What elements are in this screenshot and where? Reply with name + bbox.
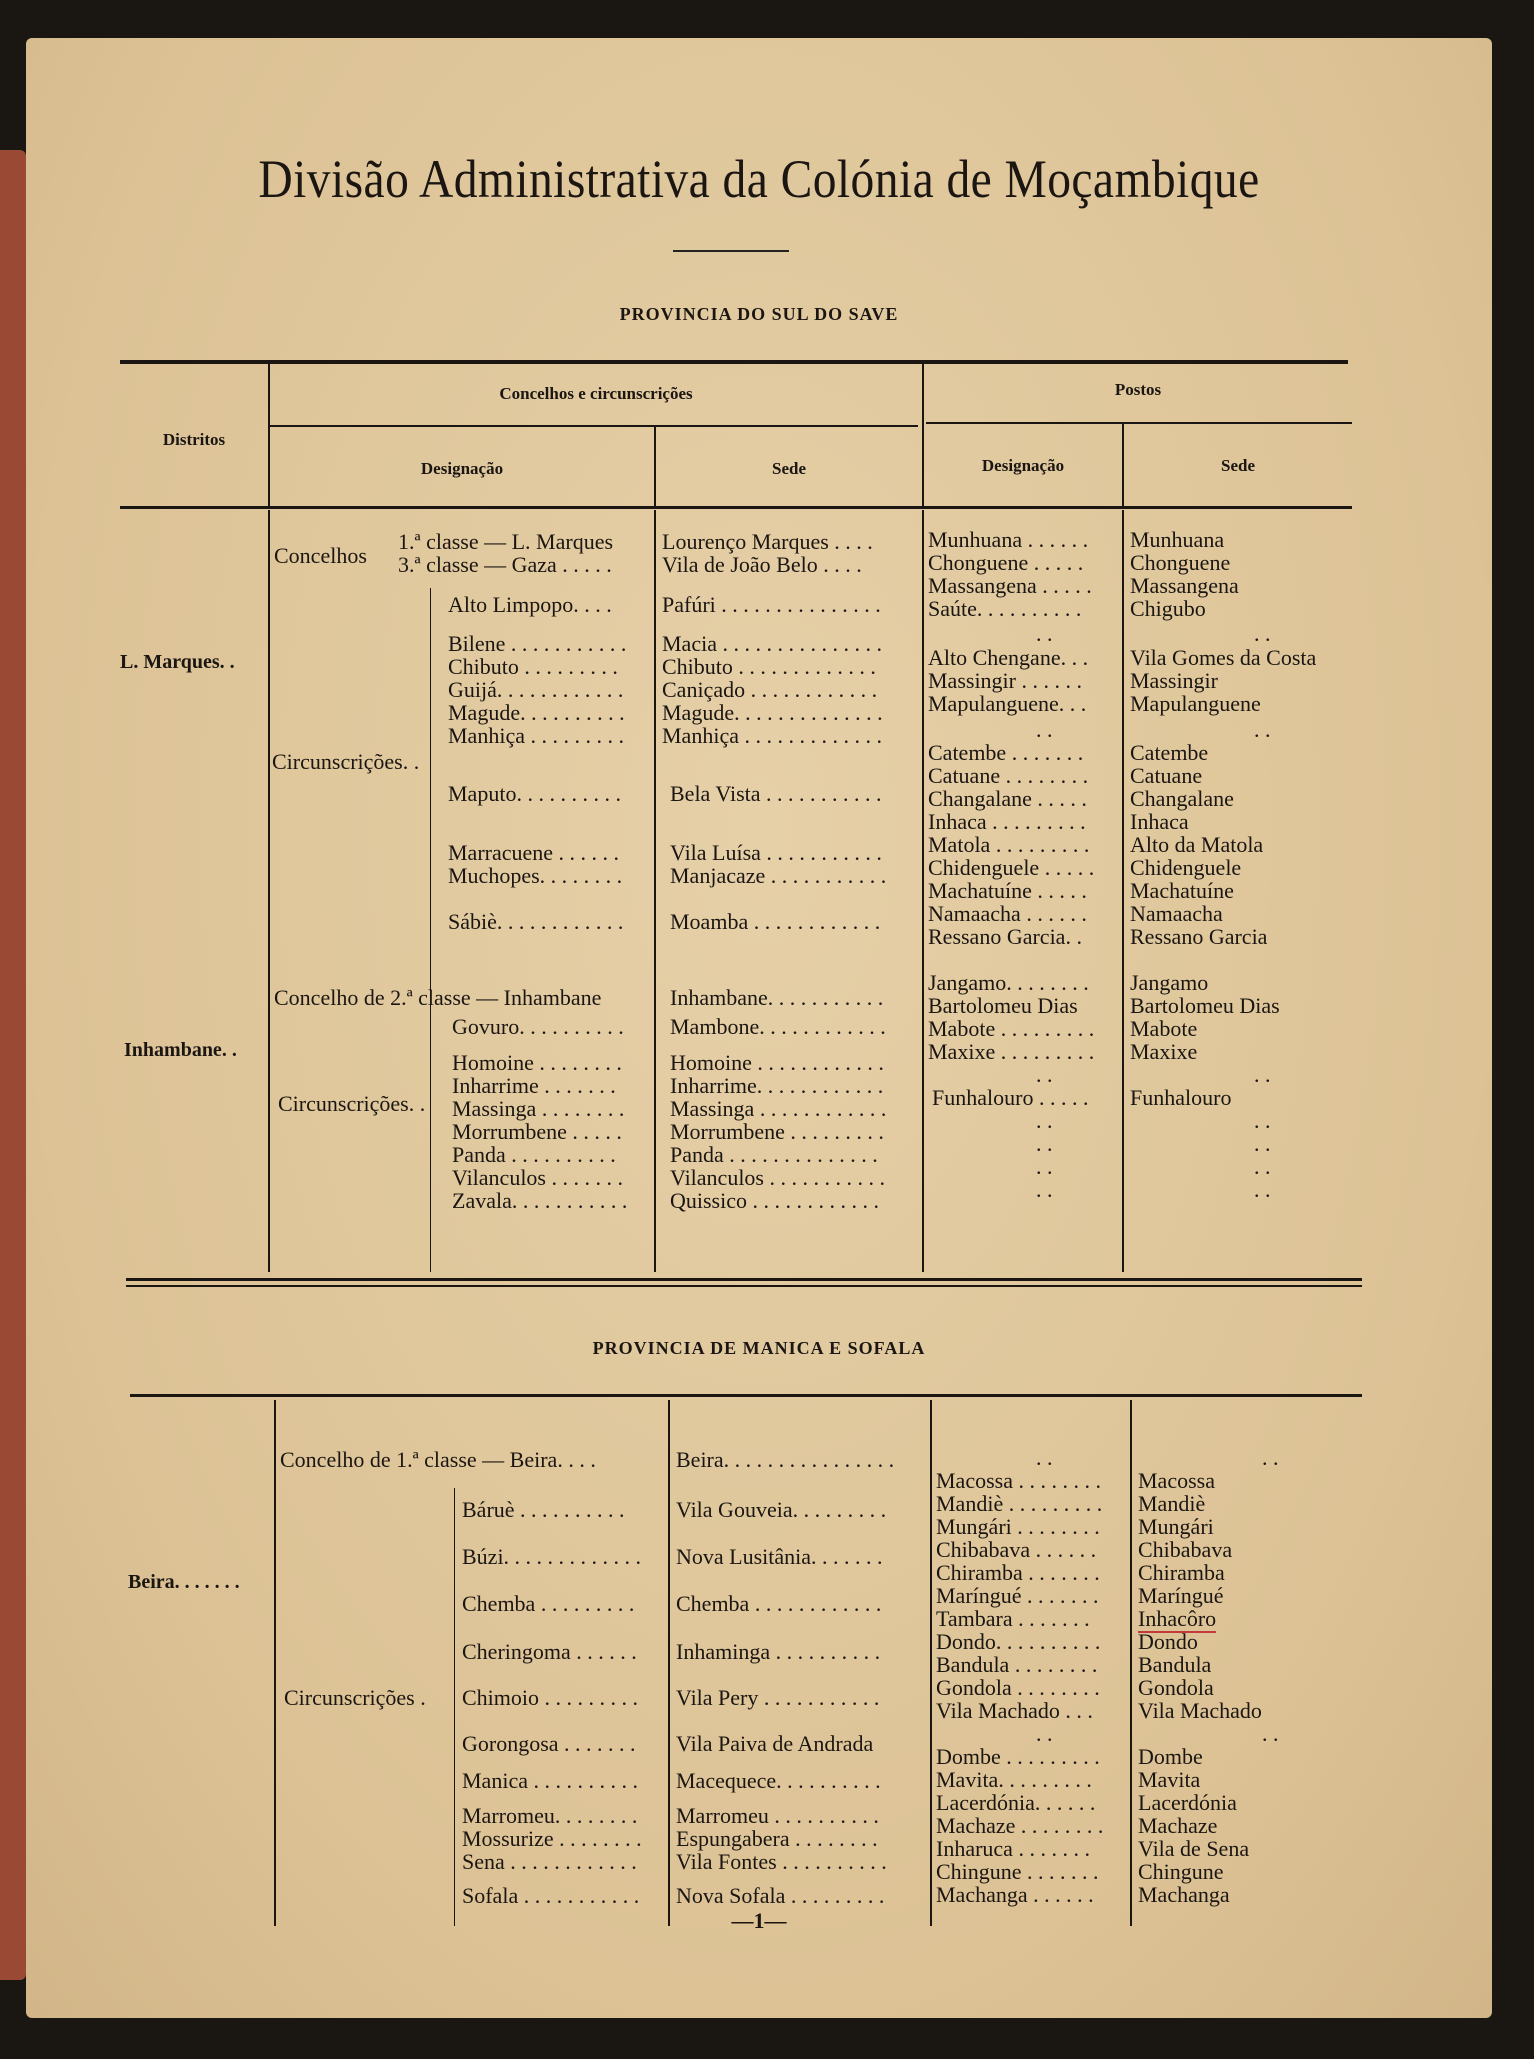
designacao-item: Inharrime . . . . . . . <box>452 1073 616 1098</box>
header-sub-rule-postos <box>926 422 1352 424</box>
ditto-mark: . . <box>1036 1721 1053 1746</box>
header-distritos: Distritos <box>162 430 226 449</box>
header-designacao-postos: Designação <box>981 456 1065 475</box>
posto-sede: Chigubo <box>1130 596 1206 621</box>
group-concelhos: Concelhos <box>274 543 367 568</box>
designacao-item: Chibuto . . . . . . . . . <box>448 654 618 679</box>
col-divider <box>668 1400 670 1926</box>
group-circunscricoes-inh: Circunscrições. . <box>278 1091 426 1116</box>
group-circunscricoes-lm: Circunscrições. . <box>272 749 420 774</box>
sede-item: Morrumbene . . . . . . . . . <box>670 1119 884 1144</box>
col-divider <box>268 510 270 1272</box>
posto-sede: Catembe <box>1130 740 1209 765</box>
col-divider <box>1130 1400 1132 1926</box>
posto-designacao: Machanga . . . . . . <box>936 1882 1094 1907</box>
document-page <box>26 38 1492 2018</box>
posto-designacao: Maríngué . . . . . . . <box>936 1583 1099 1608</box>
ditto-mark: . . <box>1254 1062 1271 1087</box>
posto-sede: Chiramba <box>1138 1560 1225 1585</box>
ditto-mark: . . <box>1036 1177 1053 1202</box>
sede-item: Marromeu . . . . . . . . . . <box>676 1803 879 1828</box>
sede-item: Magude. . . . . . . . . . . . . . <box>662 700 883 725</box>
posto-sede: Mabote <box>1130 1016 1198 1041</box>
designacao-item: Morrumbene . . . . . <box>452 1119 622 1144</box>
sede-item: Nova Sofala . . . . . . . . . <box>676 1883 885 1908</box>
sede-item: Vila de João Belo . . . . <box>662 552 862 577</box>
posto-sede: Ressano Garcia <box>1130 924 1268 949</box>
sede-item: Moamba . . . . . . . . . . . . <box>670 909 881 934</box>
ditto-mark: . . <box>1036 717 1053 742</box>
designacao-item: Mossurize . . . . . . . . <box>462 1826 642 1851</box>
designacao-item: Sofala . . . . . . . . . . . <box>462 1883 640 1908</box>
posto-designacao: Jangamo. . . . . . . . <box>928 970 1089 995</box>
sede-item: Bela Vista . . . . . . . . . . . <box>670 781 882 806</box>
sede-item: Homoine . . . . . . . . . . . . <box>670 1050 884 1075</box>
posto-sede: Jangamo <box>1130 970 1209 995</box>
posto-sede: Namaacha <box>1130 901 1223 926</box>
title-divider <box>673 250 789 252</box>
posto-designacao: Saúte. . . . . . . . . . <box>928 596 1082 621</box>
posto-sede: Lacerdónia <box>1138 1790 1237 1815</box>
posto-sede: Bandula <box>1138 1652 1212 1677</box>
designacao-item: Manica . . . . . . . . . . <box>462 1768 638 1793</box>
posto-designacao: Chonguene . . . . . <box>928 550 1084 575</box>
header-concelhos: Concelhos e circunscrições <box>499 384 693 403</box>
sede-item: Pafúri . . . . . . . . . . . . . . . <box>662 592 881 617</box>
posto-sede: Maxixe <box>1130 1039 1198 1064</box>
designacao-item: Báruè . . . . . . . . . . <box>462 1497 625 1522</box>
designacao-item: Massinga . . . . . . . . <box>452 1096 625 1121</box>
col-divider <box>922 510 924 1272</box>
posto-sede: Alto da Matola <box>1130 832 1264 857</box>
posto-designacao: Catembe . . . . . . . <box>928 740 1084 765</box>
designacao-item: Zavala. . . . . . . . . . . <box>452 1188 628 1213</box>
concelho-gaza: 3.ª classe — Gaza . . . . . <box>398 552 612 577</box>
posto-designacao: Inharuca . . . . . . . <box>936 1836 1090 1861</box>
page-title: Divisão Administrativa da Colónia de Moçambique <box>258 149 1260 209</box>
sede-item: Vila Paiva de Andrada <box>676 1731 874 1756</box>
posto-designacao: Chidenguele . . . . . <box>928 855 1095 880</box>
ditto-mark: . . <box>1254 621 1271 646</box>
posto-sede: Machatuíne <box>1130 878 1234 903</box>
sede-item: Espungabera . . . . . . . . <box>676 1826 878 1851</box>
designacao-item: Vilanculos . . . . . . . <box>452 1165 623 1190</box>
sede-item: Beira. . . . . . . . . . . . . . . . <box>676 1447 895 1472</box>
posto-sede: Massangena <box>1130 573 1239 598</box>
posto-designacao: Massangena . . . . . <box>928 573 1092 598</box>
sede-item: Inhambane. . . . . . . . . . . <box>670 985 884 1010</box>
posto-designacao: Inhaca . . . . . . . . . <box>928 809 1086 834</box>
sede-item: Inharrime. . . . . . . . . . . . <box>670 1073 884 1098</box>
designacao-item: Chemba . . . . . . . . . <box>462 1591 635 1616</box>
sede-item: Quissico . . . . . . . . . . . . <box>670 1188 879 1213</box>
posto-designacao: Macossa . . . . . . . . <box>936 1468 1101 1493</box>
col-divider <box>930 1400 932 1926</box>
district-l-marques: L. Marques. . <box>120 651 235 673</box>
ditto-mark: . . <box>1254 1108 1271 1133</box>
posto-designacao: Maxixe . . . . . . . . . <box>928 1039 1095 1064</box>
posto-sede: Macossa <box>1138 1468 1215 1493</box>
posto-designacao: Mavita. . . . . . . . . <box>936 1767 1092 1792</box>
sede-item: Vila Luísa . . . . . . . . . . . <box>670 840 882 865</box>
posto-designacao: Vila Machado . . . <box>936 1698 1093 1723</box>
designacao-item: Manhiça . . . . . . . . . <box>448 723 624 748</box>
ditto-mark: . . <box>1254 1177 1271 1202</box>
posto-sede: Mavita <box>1138 1767 1201 1792</box>
col-divider <box>274 1400 276 1926</box>
posto-sede: Vila de Sena <box>1138 1836 1250 1861</box>
posto-designacao: Alto Chengane. . . <box>928 645 1089 670</box>
header-bottom-rule <box>120 506 1352 509</box>
brace-line <box>430 588 431 1272</box>
designacao-item: Sábiè. . . . . . . . . . . . <box>448 909 624 934</box>
table-top-rule <box>120 360 1348 364</box>
posto-sede: Machanga <box>1138 1882 1230 1907</box>
posto-sede: Bartolomeu Dias <box>1130 993 1280 1018</box>
designacao-item: Magude. . . . . . . . . . <box>448 700 625 725</box>
province-end-rule <box>126 1278 1362 1281</box>
ditto-mark: . . <box>1262 1721 1279 1746</box>
district-beira: Beira. . . . . . . <box>128 1571 240 1593</box>
posto-designacao: Funhalouro . . . . . <box>932 1085 1089 1110</box>
ditto-mark: . . <box>1036 621 1053 646</box>
posto-sede: Chidenguele <box>1130 855 1242 880</box>
header-sede-postos: Sede <box>1221 456 1255 475</box>
posto-sede: Munhuana <box>1130 527 1225 552</box>
posto-sede: Vila Machado <box>1138 1698 1262 1723</box>
book-spine <box>0 150 26 1980</box>
ditto-mark: . . <box>1254 1154 1271 1179</box>
posto-designacao: Massingir . . . . . . <box>928 668 1082 693</box>
col-divider <box>654 510 656 1272</box>
designacao-item: Alto Limpopo. . . . <box>448 592 612 617</box>
posto-designacao: Changalane . . . . . <box>928 786 1087 811</box>
posto-designacao: Ressano Garcia. . <box>928 924 1082 949</box>
sede-item: Nova Lusitânia. . . . . . . <box>676 1544 883 1569</box>
posto-sede: Chibabava <box>1138 1537 1233 1562</box>
sede-item: Manjacaze . . . . . . . . . . . <box>670 863 887 888</box>
designacao-item: Maputo. . . . . . . . . . <box>448 781 621 806</box>
posto-designacao: Machatuíne . . . . . <box>928 878 1087 903</box>
sede-item: Massinga . . . . . . . . . . . . <box>670 1096 887 1121</box>
designacao-item: Búzi. . . . . . . . . . . . . <box>462 1544 642 1569</box>
brace-line <box>454 1488 455 1926</box>
posto-sede: Inhaca <box>1130 809 1189 834</box>
ditto-mark: . . <box>1036 1108 1053 1133</box>
header-postos: Postos <box>1114 380 1162 399</box>
designacao-item: Marracuene . . . . . . <box>448 840 620 865</box>
table-top-rule <box>130 1394 1362 1397</box>
designacao-item: Sena . . . . . . . . . . . . <box>462 1849 637 1874</box>
posto-designacao: Mungári . . . . . . . . <box>936 1514 1100 1539</box>
sede-item: Panda . . . . . . . . . . . . . . <box>670 1142 878 1167</box>
posto-designacao: Munhuana . . . . . . <box>928 527 1089 552</box>
posto-designacao: Chiramba . . . . . . . <box>936 1560 1100 1585</box>
ditto-mark: . . <box>1036 1154 1053 1179</box>
province-end-rule <box>126 1285 1362 1287</box>
concelho-lm: 1.ª classe — L. Marques <box>398 529 614 554</box>
posto-designacao: Chibabava . . . . . . <box>936 1537 1097 1562</box>
sede-item: Macequece. . . . . . . . . . <box>676 1768 881 1793</box>
posto-designacao: Catuane . . . . . . . . <box>928 763 1089 788</box>
sede-item: Manhiça . . . . . . . . . . . . . <box>662 723 882 748</box>
designacao-item: Marromeu. . . . . . . . <box>462 1803 638 1828</box>
designacao-item: Cheringoma . . . . . . <box>462 1639 637 1664</box>
posto-sede: Vila Gomes da Costa <box>1130 645 1317 670</box>
posto-designacao: Gondola . . . . . . . . <box>936 1675 1100 1700</box>
header-designacao: Designação <box>420 459 504 478</box>
posto-designacao: Mapulanguene. . . <box>928 691 1087 716</box>
posto-sede: Maríngué <box>1138 1583 1224 1608</box>
posto-designacao: Chingune . . . . . . . <box>936 1859 1099 1884</box>
posto-sede: Mandiè <box>1138 1491 1206 1516</box>
designacao-item: Guijá. . . . . . . . . . . . <box>448 677 624 702</box>
posto-designacao: Machaze . . . . . . . . <box>936 1813 1104 1838</box>
ditto-mark: . . <box>1262 1445 1279 1470</box>
posto-designacao: Dondo. . . . . . . . . . <box>936 1629 1101 1654</box>
posto-designacao: Tambara . . . . . . . <box>936 1606 1090 1631</box>
designacao-item: Muchopes. . . . . . . . <box>448 863 623 888</box>
posto-sede: Gondola <box>1138 1675 1214 1700</box>
posto-designacao: Mandiè . . . . . . . . . <box>936 1491 1103 1516</box>
page-number: —1— <box>731 1908 787 1933</box>
ditto-mark: . . <box>1254 717 1271 742</box>
posto-sede: Machaze <box>1138 1813 1218 1838</box>
posto-sede: Funhalouro <box>1130 1085 1232 1110</box>
posto-designacao: Bandula . . . . . . . . <box>936 1652 1098 1677</box>
designacao-item: Chimoio . . . . . . . . . <box>462 1685 639 1710</box>
posto-sede: Dombe <box>1138 1744 1203 1769</box>
posto-sede: Chingune <box>1138 1859 1224 1884</box>
posto-designacao: Matola . . . . . . . . . <box>928 832 1090 857</box>
posto-designacao: Mabote . . . . . . . . . <box>928 1016 1095 1041</box>
district-inhambane: Inhambane. . <box>124 1039 237 1061</box>
designacao-item: Panda . . . . . . . . . . <box>452 1142 616 1167</box>
province-heading-manica-sofala: PROVINCIA DE MANICA E SOFALA <box>592 1338 926 1358</box>
sede-item: Chibuto . . . . . . . . . . . . . <box>662 654 876 679</box>
posto-designacao: Dombe . . . . . . . . . <box>936 1744 1100 1769</box>
posto-sede: Catuane <box>1130 763 1203 788</box>
sede-item: Inhaminga . . . . . . . . . . <box>676 1639 881 1664</box>
posto-sede: Massingir <box>1130 668 1218 693</box>
sede-item: Vila Pery . . . . . . . . . . . <box>676 1685 880 1710</box>
posto-sede: Mapulanguene <box>1130 691 1261 716</box>
ditto-mark: . . <box>1036 1445 1053 1470</box>
group-concelho-inhambane: Concelho de 2.ª classe — Inhambane <box>274 985 602 1010</box>
ditto-mark: . . <box>1036 1131 1053 1156</box>
ditto-mark: . . <box>1254 1131 1271 1156</box>
header-sub-rule <box>270 425 918 427</box>
posto-sede: Changalane <box>1130 786 1234 811</box>
sede-item: Mambone. . . . . . . . . . . . <box>670 1014 886 1039</box>
sede-item: Vila Gouveia. . . . . . . . . <box>676 1497 887 1522</box>
posto-designacao: Lacerdónia. . . . . . <box>936 1790 1096 1815</box>
sede-item: Chemba . . . . . . . . . . . . <box>676 1591 882 1616</box>
col-divider <box>1122 510 1124 1272</box>
ditto-mark: . . <box>1036 1062 1053 1087</box>
sede-item: Caniçado . . . . . . . . . . . . <box>662 677 878 702</box>
posto-sede: Dondo <box>1138 1629 1198 1654</box>
sede-item: Lourenço Marques . . . . <box>662 529 873 554</box>
posto-sede: Mungári <box>1138 1514 1214 1539</box>
header-sede: Sede <box>772 459 806 478</box>
posto-sede: Chonguene <box>1130 550 1231 575</box>
group-concelho-beira: Concelho de 1.ª classe — Beira. . . . <box>280 1447 596 1472</box>
posto-sede: Inhacôro <box>1138 1606 1217 1631</box>
posto-designacao: Bartolomeu Dias <box>928 993 1078 1018</box>
designacao-item: Homoine . . . . . . . . <box>452 1050 622 1075</box>
group-circunscricoes-beira: Circunscrições . <box>284 1685 426 1710</box>
designacao-item: Govuro. . . . . . . . . . <box>452 1014 624 1039</box>
sede-item: Vilanculos . . . . . . . . . . . <box>670 1165 885 1190</box>
province-heading-sul-do-save: PROVINCIA DO SUL DO SAVE <box>619 304 899 324</box>
sede-item: Vila Fontes . . . . . . . . . . <box>676 1849 887 1874</box>
designacao-item: Gorongosa . . . . . . . <box>462 1731 636 1756</box>
designacao-item: Bilene . . . . . . . . . . . <box>448 631 627 656</box>
posto-designacao: Namaacha . . . . . . <box>928 901 1087 926</box>
sede-item: Macia . . . . . . . . . . . . . . . <box>662 631 882 656</box>
